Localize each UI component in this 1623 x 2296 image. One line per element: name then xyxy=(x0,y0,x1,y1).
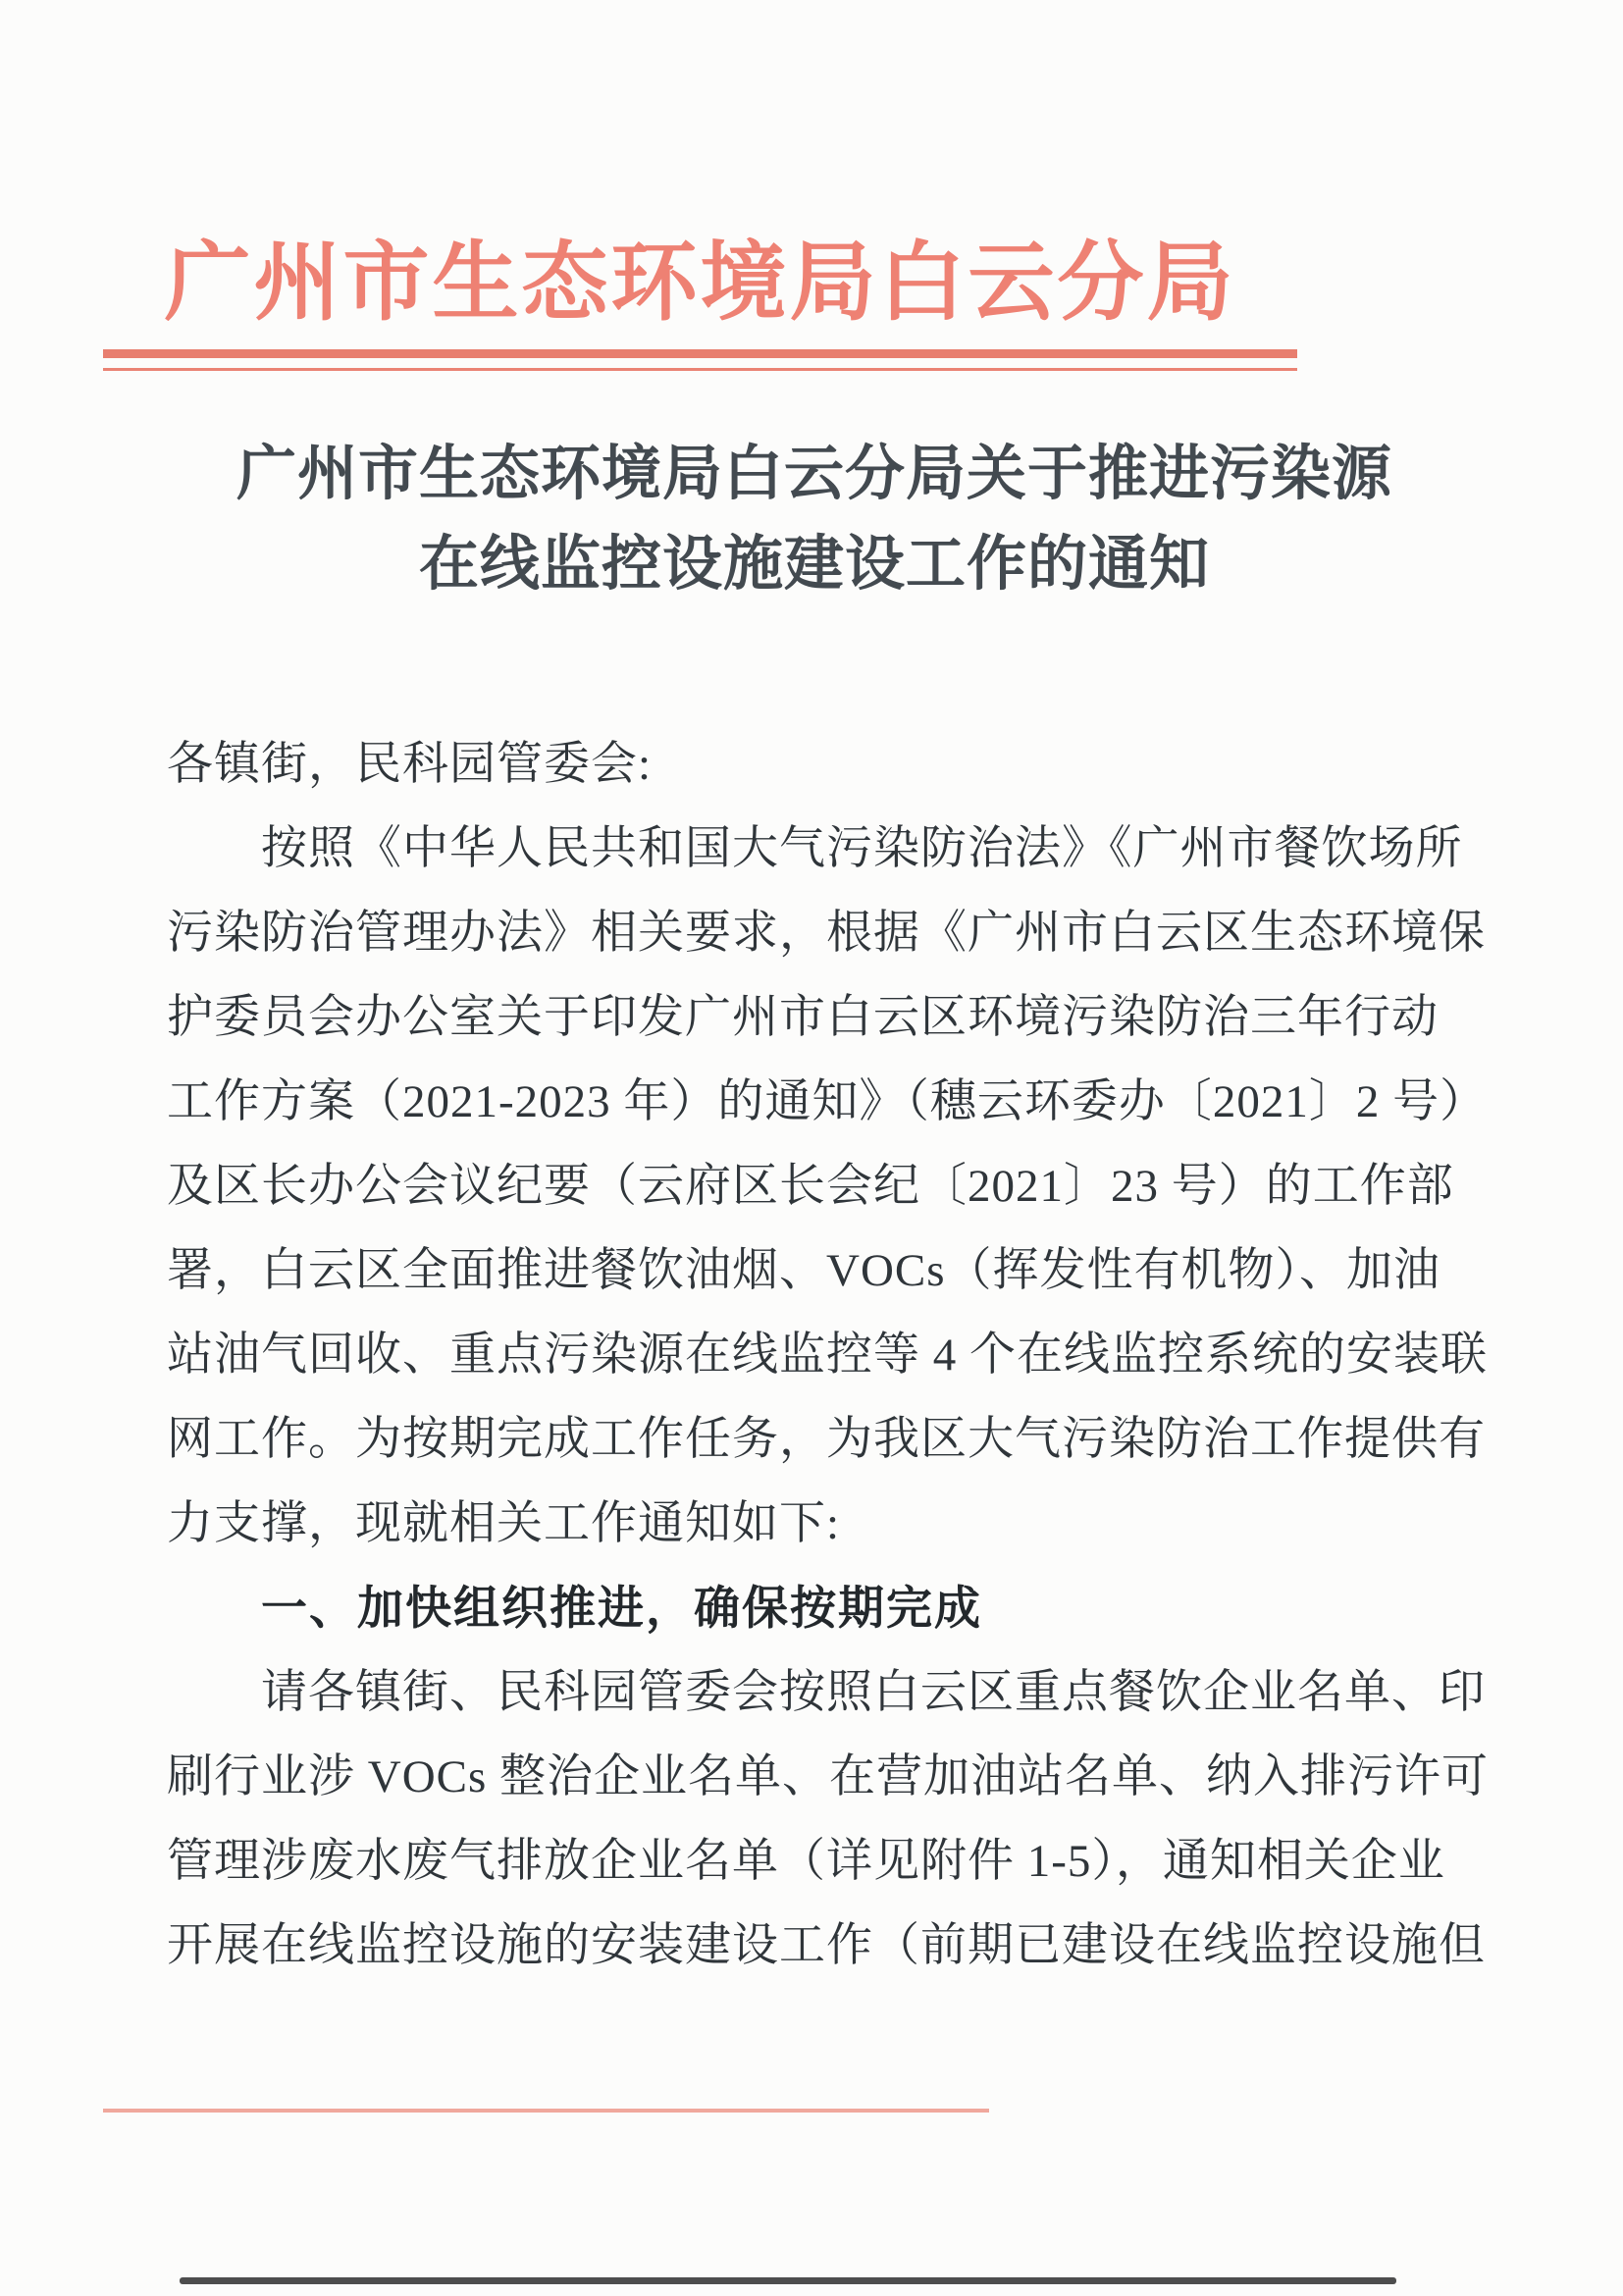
body-line: 网工作。为按期完成工作任务，为我区大气污染防治工作提供有 xyxy=(167,1414,1486,1465)
body-line: 工作方案（2021-2023 年）的通知》（穗云环委办〔2021〕2 号） xyxy=(167,1076,1488,1127)
body-line: 护委员会办公室关于印发广州市白云区环境污染防治三年行动 xyxy=(167,992,1439,1043)
body-line: 站油气回收、重点污染源在线监控等 4 个在线监控系统的安装联 xyxy=(167,1330,1488,1381)
letterhead-rule-thick xyxy=(103,349,1297,358)
document-body xyxy=(167,722,1490,1988)
body-line: 污染防治管理办法》相关要求，根据《广州市白云区生态环境保 xyxy=(167,908,1486,959)
body-line: 请各镇街、民科园管委会按照白云区重点餐饮企业名单、印 xyxy=(261,1667,1486,1718)
document-title xyxy=(152,430,1477,610)
body-line: 开展在线监控设施的安装建设工作（前期已建设在线监控设施但 xyxy=(167,1920,1486,1971)
section-heading: 一、加快组织推进，确保按期完成 xyxy=(261,1582,982,1634)
body-line: 各镇街，民科园管委会: xyxy=(167,739,653,790)
body-line: 按照《中华人民共和国大气污染防治法》《广州市餐饮场所 xyxy=(261,823,1463,874)
footer-rule xyxy=(103,2109,989,2113)
letterhead-agency-name: 广州市生态环境局白云分局 xyxy=(164,236,1236,332)
body-line: 管理涉废水废气排放企业名单（详见附件 1-5），通知相关企业 xyxy=(167,1836,1445,1887)
letterhead-rule-thin xyxy=(103,368,1297,371)
body-line: 刷行业涉 VOCs 整治企业名单、在营加油站名单、纳入排污许可 xyxy=(167,1751,1490,1802)
body-line: 力支撑，现就相关工作通知如下: xyxy=(167,1498,841,1549)
scan-edge-artifact xyxy=(180,2277,1396,2284)
body-line: 署，白云区全面推进餐饮油烟、VOCs（挥发性有机物）、加油 xyxy=(167,1245,1441,1296)
document-title-line-2: 在线监控设施建设工作的通知 xyxy=(418,532,1210,598)
document-title-line-1: 广州市生态环境局白云分局关于推进污染源 xyxy=(236,442,1392,507)
body-line: 及区长办公会议纪要（云府区长会纪〔2021〕23 号）的工作部 xyxy=(167,1161,1454,1212)
